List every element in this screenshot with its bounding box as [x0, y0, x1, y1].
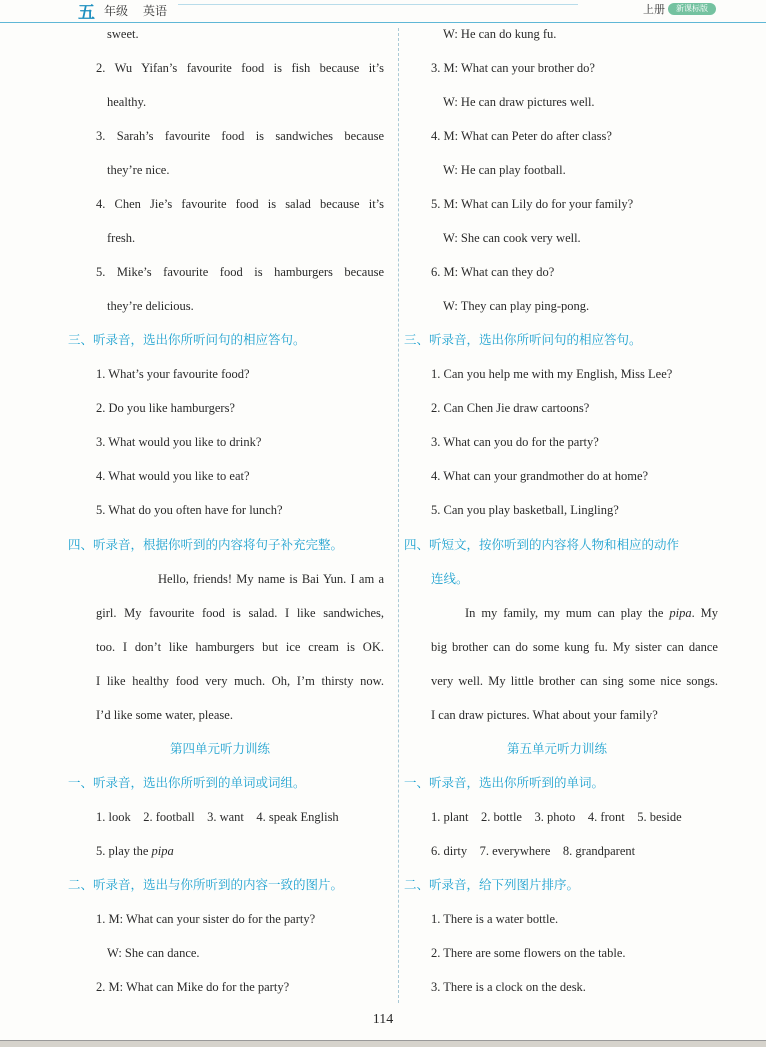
unit-title: 第四单元听力训练 — [170, 741, 271, 756]
grade-label: 年级 — [104, 4, 129, 18]
question-item: 3. What can you do for the party? — [431, 435, 599, 449]
word-text: 5. play the — [96, 844, 152, 858]
passage-line: Hello, friends! My name is Bai Yun. I am a — [158, 572, 384, 586]
dialogue-line: 2. M: What can Mike do for the party? — [96, 980, 290, 994]
passage-text: . My — [691, 606, 718, 620]
column-divider — [398, 28, 399, 1003]
dialogue-line: W: They can play ping-pong. — [443, 299, 590, 313]
section-heading-cont: 连线。 — [431, 571, 469, 586]
word-list: 1. plant 2. bottle 3. photo 4. front 5. beside — [431, 810, 682, 824]
passage-line: I like healthy food very much. Oh, I’m thirsty now. — [96, 674, 384, 688]
dialogue-line: W: He can play football. — [443, 163, 566, 177]
page-header — [0, 0, 766, 23]
text-line: they’re delicious. — [107, 299, 194, 313]
text-line: 3. Sarah’s favourite food is sandwiches because — [96, 129, 384, 143]
text-line: healthy. — [107, 95, 147, 109]
passage-line: girl. My favourite food is salad. I like sandwiches, — [96, 606, 384, 620]
passage-line: I’d like some water, please. — [96, 708, 233, 722]
sentence-line: 2. There are some flowers on the table. — [431, 946, 626, 960]
question-item: 2. Do you like hamburgers? — [96, 401, 235, 415]
section-heading: 四、听短文，按你听到的内容将人物和相应的动作 — [404, 537, 680, 552]
text-line: sweet. — [107, 27, 139, 41]
question-item: 2. Can Chen Jie draw cartoons? — [431, 401, 590, 415]
section-heading: 一、听录音，选出你所听到的单词。 — [404, 775, 605, 790]
dialogue-line: 4. M: What can Peter do after class? — [431, 129, 612, 143]
word-list — [96, 841, 174, 861]
section-heading: 三、听录音，选出你所听问句的相应答句。 — [68, 332, 306, 347]
dialogue-line: 6. M: What can they do? — [431, 265, 555, 279]
passage-line: too. I don’t like hamburgers but ice cream is OK. — [96, 640, 384, 654]
dialogue-line: 3. M: What can your brother do? — [431, 61, 595, 75]
section-heading: 三、听录音，选出你所听问句的相应答句。 — [404, 332, 642, 347]
sentence-line: 3. There is a clock on the desk. — [431, 980, 586, 994]
text-line: they’re nice. — [107, 163, 170, 177]
text-line: 5. Mike’s favourite food is hamburgers because — [96, 265, 384, 279]
question-item: 1. Can you help me with my English, Miss Lee? — [431, 367, 673, 381]
text-line: fresh. — [107, 231, 136, 245]
text-line: 4. Chen Jie’s favourite food is salad because it’s — [96, 197, 384, 211]
passage-line — [465, 603, 718, 623]
passage-line: I can draw pictures. What about your family? — [431, 708, 658, 722]
section-heading: 一、听录音，选出你所听到的单词或词组。 — [68, 775, 306, 790]
dialogue-line: 1. M: What can your sister do for the party? — [96, 912, 316, 926]
section-heading: 二、听录音，选出与你所听到的内容一致的图片。 — [68, 877, 344, 892]
section-heading: 四、听录音，根据你听到的内容将句子补充完整。 — [68, 537, 344, 552]
dialogue-line: 5. M: What can Lily do for your family? — [431, 197, 634, 211]
page-number: 114 — [372, 1012, 394, 1027]
word-list: 6. dirty 7. everywhere 8. grandparent — [431, 844, 636, 858]
grade-number: 五 — [78, 3, 95, 23]
unit-title: 第五单元听力训练 — [507, 741, 608, 756]
section-heading: 二、听录音，给下列图片排序。 — [404, 877, 580, 892]
word-text-italic: pipa — [151, 844, 174, 858]
dialogue-line: W: He can draw pictures well. — [443, 95, 595, 109]
question-item: 4. What would you like to eat? — [96, 469, 250, 483]
question-item: 5. Can you play basketball, Lingling? — [431, 503, 619, 517]
question-item: 3. What would you like to drink? — [96, 435, 262, 449]
word-list: 1. look 2. football 3. want 4. speak English — [96, 810, 339, 824]
text-line: 2. Wu Yifan’s favourite food is fish because it’s — [96, 61, 384, 75]
dialogue-line: W: He can do kung fu. — [443, 27, 557, 41]
dialogue-line: W: She can dance. — [107, 946, 200, 960]
question-item: 1. What’s your favourite food? — [96, 367, 250, 381]
edition-badge: 新课标版 — [668, 3, 716, 15]
passage-line: big brother can do some kung fu. My sister can dance — [431, 640, 718, 654]
dialogue-line: W: She can cook very well. — [443, 231, 581, 245]
question-item: 5. What do you often have for lunch? — [96, 503, 283, 517]
passage-text-italic: pipa — [669, 606, 692, 620]
question-item: 4. What can your grandmother do at home? — [431, 469, 649, 483]
passage-line: very well. My little brother can sing some nice songs. — [431, 674, 718, 688]
sentence-line: 1. There is a water bottle. — [431, 912, 559, 926]
header-rule — [178, 4, 578, 19]
volume-label: 上册 — [643, 3, 665, 16]
passage-text: In my family, my mum can play the — [465, 606, 670, 620]
subject-label: 英语 — [143, 4, 168, 18]
